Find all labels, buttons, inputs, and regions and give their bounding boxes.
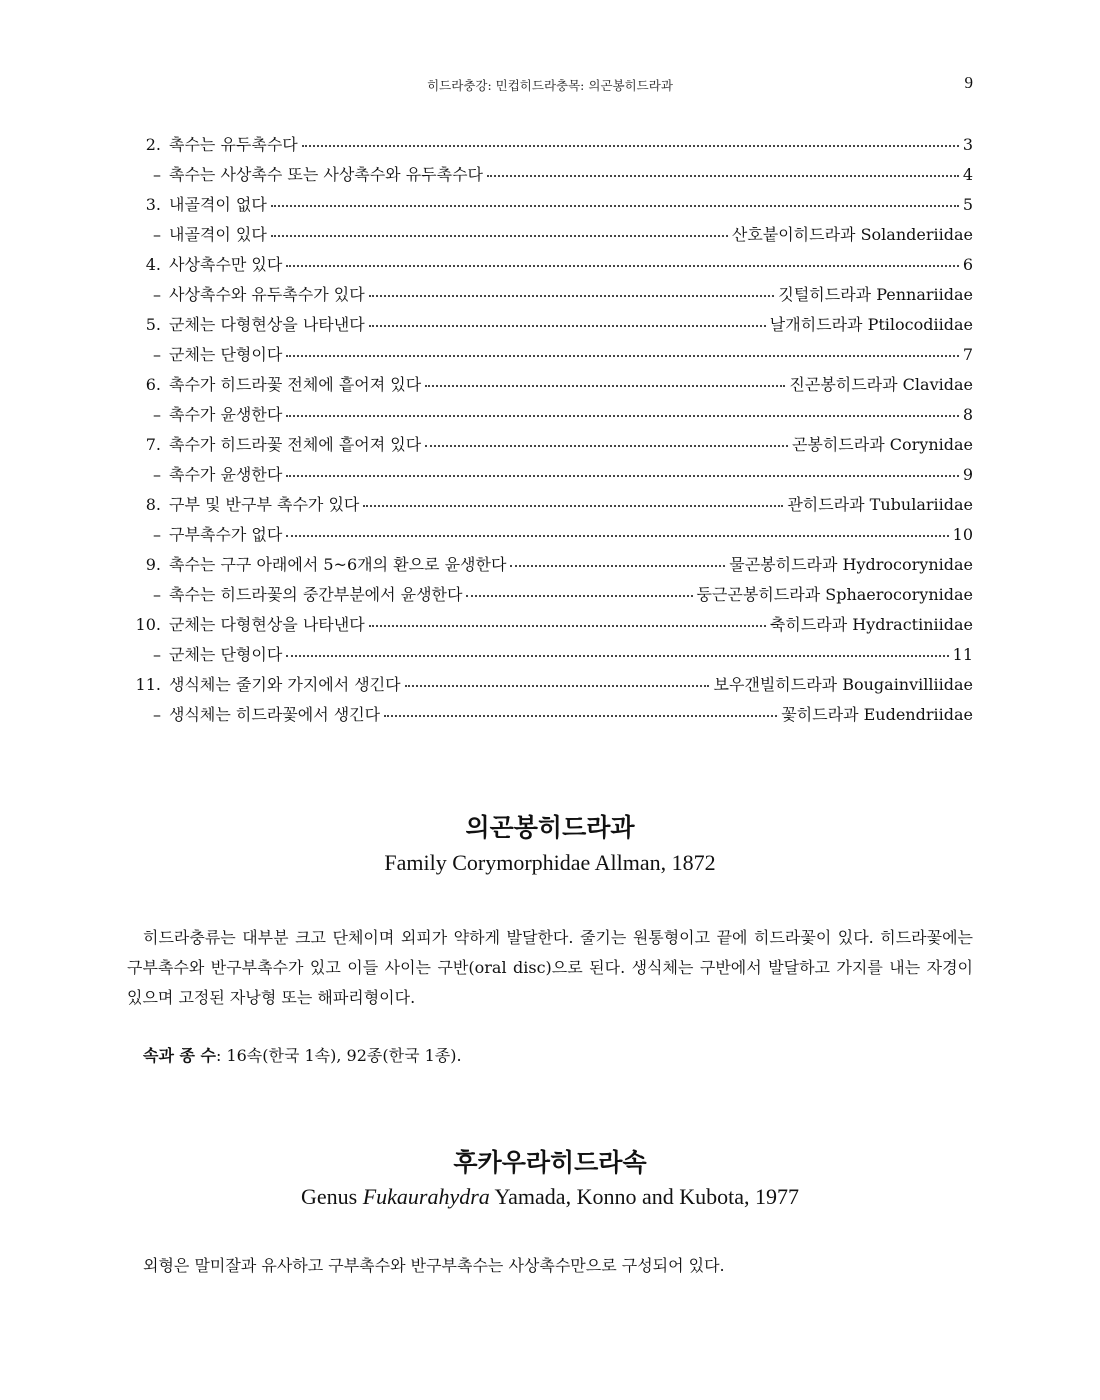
key-number: 10. (135, 615, 161, 634)
key-result: 8 (962, 405, 973, 424)
key-statement: 사상촉수만 있다 (169, 255, 283, 274)
key-statement: 생식체는 줄기와 가지에서 생긴다 (169, 675, 401, 694)
dot-leader (369, 624, 766, 627)
key-number: 4. (145, 255, 161, 274)
key-row (128, 492, 973, 522)
key-row (128, 252, 973, 282)
key-number: – (153, 405, 161, 424)
genus-title-scientific (0, 1184, 1100, 1210)
dot-leader (286, 474, 959, 477)
key-statement: 생식체는 히드라꽃에서 생긴다 (169, 705, 381, 724)
key-statement: 사상촉수와 유두촉수가 있다 (169, 285, 365, 304)
key-result: 꽃히드라과 Eudendriidae (781, 705, 973, 724)
key-statement: 촉수가 윤생한다 (169, 465, 283, 484)
genus-species-count (143, 1041, 989, 1071)
family-title-korean: 의곤봉히드라과 (465, 813, 635, 842)
key-result: 6 (962, 255, 973, 274)
key-result: 산호붙이히드라과 Solanderiidae (731, 225, 973, 244)
key-row (128, 192, 973, 222)
key-number: – (153, 165, 161, 184)
key-statement: 촉수가 히드라꽃 전체에 흩어져 있다 (169, 435, 422, 454)
key-result: 10 (952, 525, 973, 544)
genus-description: 외형은 말미잘과 유사하고 구부촉수와 반구부촉수는 사상촉수만으로 구성되어 있다. (143, 1256, 725, 1275)
key-result: 진곤봉히드라과 Clavidae (789, 375, 973, 394)
key-number: – (153, 225, 161, 244)
key-row (128, 282, 973, 312)
key-number: – (153, 465, 161, 484)
key-number: – (153, 345, 161, 364)
dot-leader (425, 384, 785, 387)
running-head: 히드라충강: 민컵히드라충목: 의곤봉히드라과 (427, 78, 673, 93)
dot-leader (286, 414, 959, 417)
key-number: 3. (145, 195, 161, 214)
key-number: – (153, 645, 161, 664)
key-statement: 군체는 다형현상을 나타낸다 (169, 315, 365, 334)
dot-leader (369, 294, 775, 297)
key-result: 4 (962, 165, 973, 184)
dot-leader (286, 264, 959, 267)
key-result: 7 (962, 345, 973, 364)
key-statement: 군체는 단형이다 (169, 345, 283, 364)
key-row (128, 312, 973, 342)
key-statement: 구부촉수가 없다 (169, 525, 283, 544)
key-result: 5 (962, 195, 973, 214)
key-row (128, 222, 973, 252)
count-label: 속과 종 수 (143, 1046, 216, 1065)
key-result: 둥근곤봉히드라과 Sphaerocorynidae (696, 585, 973, 604)
key-number: 5. (145, 315, 161, 334)
dot-leader (425, 444, 788, 447)
key-number: 9. (145, 555, 161, 574)
dot-leader (286, 354, 959, 357)
key-result: 보우갠빌히드라과 Bougainvilliidae (713, 675, 973, 694)
key-number: – (153, 525, 161, 544)
key-number: – (153, 705, 161, 724)
key-statement: 군체는 단형이다 (169, 645, 283, 664)
dot-leader (271, 234, 728, 237)
identification-key (128, 132, 973, 732)
key-statement: 구부 및 반구부 촉수가 있다 (169, 495, 360, 514)
key-result: 관히드라과 Tubulariidae (787, 495, 973, 514)
key-row (128, 402, 973, 432)
key-row (128, 432, 973, 462)
key-row (128, 342, 973, 372)
key-row (128, 522, 973, 552)
count-value: : 16속(한국 1속), 92종(한국 1종). (215, 1046, 462, 1065)
key-statement: 군체는 다형현상을 나타낸다 (169, 615, 365, 634)
genus-name: Fukaurahydra (362, 1184, 490, 1209)
key-statement: 촉수가 윤생한다 (169, 405, 283, 424)
dot-leader (487, 174, 959, 177)
key-result: 축히드라과 Hydractiniidae (769, 615, 973, 634)
key-row (128, 702, 973, 732)
key-number: 8. (145, 495, 161, 514)
genus-authority: Yamada, Konno and Kubota, 1977 (494, 1184, 799, 1209)
key-statement: 내골격이 있다 (169, 225, 267, 244)
key-number: 2. (145, 135, 161, 154)
key-row (128, 612, 973, 642)
dot-leader (363, 504, 783, 507)
key-number: 7. (145, 435, 161, 454)
page-number: 9 (964, 73, 973, 92)
key-result: 곤봉히드라과 Corynidae (791, 435, 973, 454)
key-result: 9 (962, 465, 973, 484)
key-statement: 촉수는 구구 아래에서 5~6개의 환으로 윤생한다 (169, 555, 507, 574)
key-row (128, 162, 973, 192)
key-row (128, 372, 973, 402)
dot-leader (384, 714, 777, 717)
key-row (128, 132, 973, 162)
key-number: – (153, 285, 161, 304)
key-result: 11 (952, 645, 973, 664)
key-result: 3 (962, 135, 973, 154)
key-statement: 촉수가 히드라꽃 전체에 흩어져 있다 (169, 375, 422, 394)
key-result: 날개히드라과 Ptilocodiidae (769, 315, 973, 334)
key-result: 물곤봉히드라과 Hydrocorynidae (729, 555, 973, 574)
key-row (128, 462, 973, 492)
key-statement: 촉수는 히드라꽃의 중간부분에서 윤생한다 (169, 585, 463, 604)
dot-leader (286, 654, 948, 657)
key-statement: 촉수는 사상촉수 또는 사상촉수와 유두촉수다 (169, 165, 484, 184)
key-result: 깃털히드라과 Pennariidae (778, 285, 973, 304)
family-description: 히드라충류는 대부분 크고 단체이며 외피가 약하게 발달한다. 줄기는 원통형이고 끝에 히드라꽃이 있다. 히드라꽃에는 구부촉수와 반구부촉수가 있고 이들 사이는 구반(oral disc)으로 된다. 생식체는 구반에서 발달하고 가지를 내는 자경이 있으며 고정된 자낭형 또는 해파리형이다. (127, 928, 973, 1007)
dot-leader (286, 534, 948, 537)
dot-leader (271, 204, 959, 207)
key-number: – (153, 585, 161, 604)
key-statement: 내골격이 없다 (169, 195, 267, 214)
key-statement: 촉수는 유두촉수다 (169, 135, 298, 154)
key-row (128, 672, 973, 702)
key-row (128, 642, 973, 672)
family-title-scientific: Family Corymorphidae Allman, 1872 (384, 850, 716, 875)
dot-leader (302, 144, 959, 147)
dot-leader (405, 684, 710, 687)
key-number: 11. (135, 675, 161, 694)
genus-prefix: Genus (300, 1184, 358, 1209)
dot-leader (369, 324, 766, 327)
dot-leader (510, 564, 725, 567)
key-number: 6. (145, 375, 161, 394)
dot-leader (466, 594, 692, 597)
key-row (128, 552, 973, 582)
key-row (128, 582, 973, 612)
genus-title-korean: 후카우라히드라속 (453, 1148, 647, 1177)
